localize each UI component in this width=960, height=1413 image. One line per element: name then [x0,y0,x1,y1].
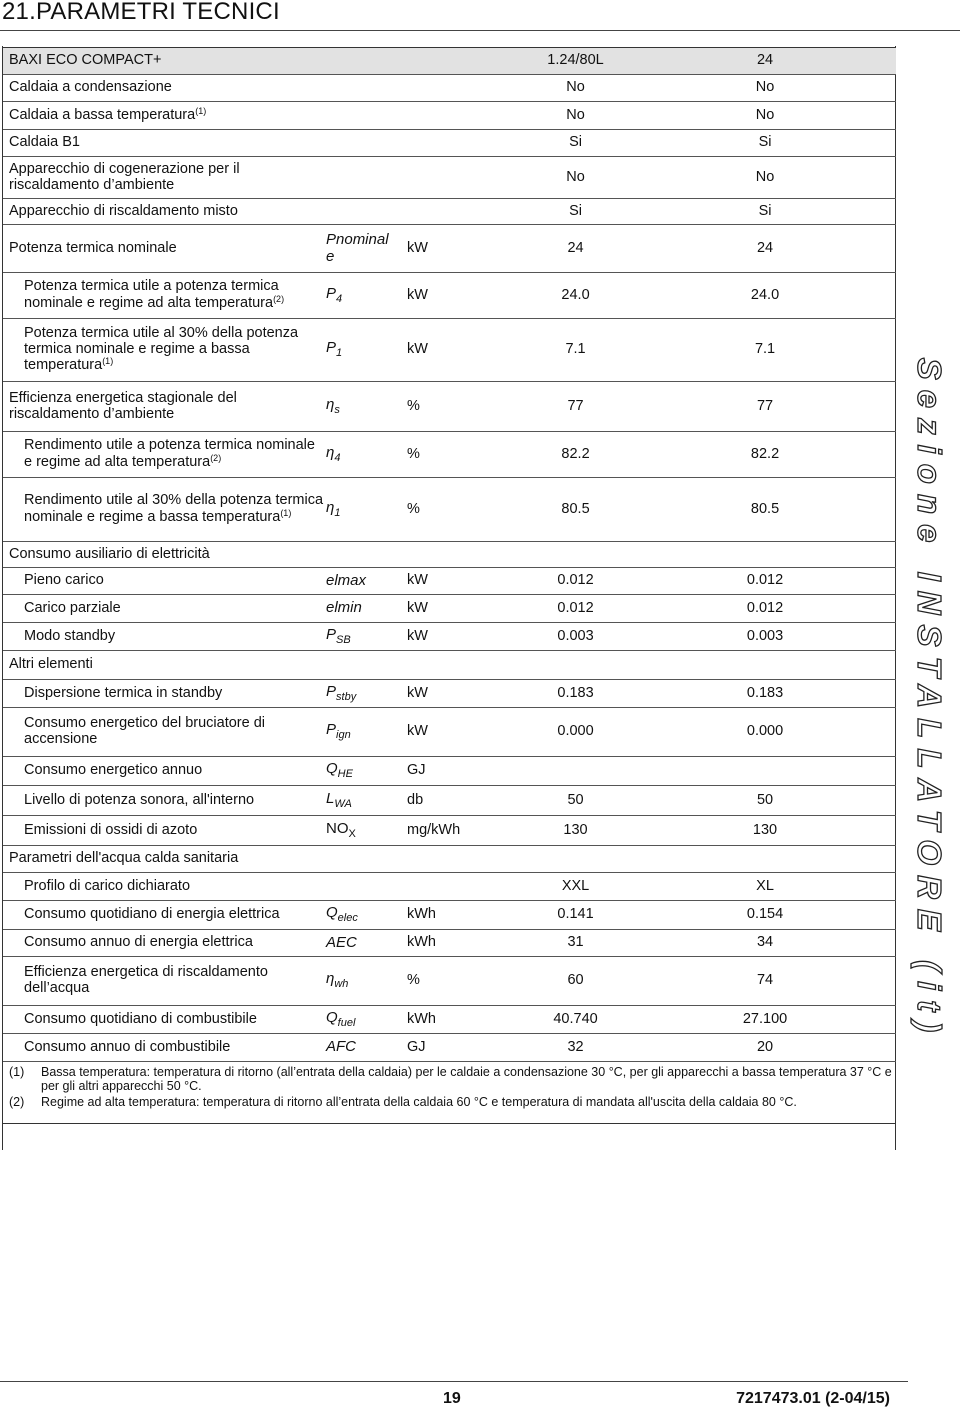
row-label: Caldaia B1 [3,130,517,157]
row-label: Caldaia a condensazione [3,75,517,102]
table-row [3,75,896,102]
row-unit: % [405,957,517,1006]
footnote [9,1096,896,1110]
row-value-1: 80.5 [517,478,634,542]
row-symbol: $P_{SB}$ [324,623,405,651]
row-symbol: $\eta_s$ [324,382,405,432]
row-value-2: 82.2 [634,432,896,478]
row-value-1: 0.012 [517,595,634,623]
table-section-row [3,846,896,873]
row-unit: db [405,786,517,816]
row-value-1: XXL [517,873,634,901]
row-value-2: 20 [634,1034,896,1062]
row-unit: kWh [405,1006,517,1034]
row-unit: GJ [405,1034,517,1062]
footnote [9,1066,896,1093]
row-label: Consumo energetico annuo [3,757,324,786]
row-unit: mg/kWh [405,816,517,846]
table-row [3,382,896,432]
footnote-number: (2) [9,1095,25,1109]
row-unit: kW [405,225,517,273]
table-row [3,873,896,901]
row-unit: % [405,432,517,478]
row-value-2: 34 [634,930,896,957]
row-unit: kWh [405,930,517,957]
footer-rule [0,1381,908,1382]
row-value-1: 24 [517,225,634,273]
row-value-1: 50 [517,786,634,816]
row-value-1 [517,757,634,786]
row-value-1: 40.740 [517,1006,634,1034]
table-row [3,957,896,1006]
row-symbol: $Q_{fuel}$ [324,1006,405,1034]
row-label: Carico parziale [3,595,324,623]
row-label: Modo standby [3,623,324,651]
row-symbol: elmin [324,595,405,623]
row-value-2: 24 [634,225,896,273]
row-symbol: $Q_{HE}$ [324,757,405,786]
row-value-1: 32 [517,1034,634,1062]
row-label: Dispersione termica in standby [3,680,324,708]
row-value-1: 31 [517,930,634,957]
footnote-number: (1) [9,1065,25,1079]
section-side-label [897,330,960,1070]
footnote-ref: (2) [273,294,285,304]
row-value-1: No [517,102,634,130]
table-row [3,319,896,382]
row-value-1: 0.012 [517,568,634,595]
table-row [3,816,896,846]
row-value-1: Si [517,199,634,225]
row-label: Efficienza energetica di riscaldamento dell’acqua [3,957,324,1006]
section-label: Consumo ausiliario di elettricità [3,542,896,568]
table-row [3,1034,896,1062]
row-unit: % [405,478,517,542]
row-value-2: 24.0 [634,273,896,319]
footnote-text: Bassa temperatura: temperatura di ritorno (all’entrata della caldaia) per le caldaie a condensazione 30 °C, per gli apparecchi a bassa temperatura 37 °C e per gli altri apparecchi 50 °C. [41,1065,892,1093]
table-row [3,130,896,157]
footnotes [3,1062,896,1124]
row-unit: kW [405,680,517,708]
row-label: Pieno carico [3,568,324,595]
row-value-2: No [634,75,896,102]
row-unit: kW [405,319,517,382]
table-section-row [3,651,896,680]
table-row [3,273,896,319]
row-value-1: 82.2 [517,432,634,478]
table-row [3,199,896,225]
row-label: Apparecchio di riscaldamento misto [3,199,517,225]
table-row [3,595,896,623]
row-label: Apparecchio di cogenerazione per il riscaldamento d’ambiente [3,157,517,199]
row-label: Consumo annuo di combustibile [3,1034,324,1062]
row-label: Consumo annuo di energia elettrica [3,930,324,957]
row-value-2: 27.100 [634,1006,896,1034]
row-unit: kWh [405,901,517,930]
footnote-ref: (1) [280,508,292,518]
row-label: Consumo quotidiano di combustibile [3,1006,324,1034]
row-label: Potenza termica utile a potenza termica nominale e regime ad alta temperatura$^{(2)}$ [3,273,324,319]
row-value-1: 77 [517,382,634,432]
row-value-1: 0.141 [517,901,634,930]
row-symbol: $L_{WA}$ [324,786,405,816]
row-value-1: 24.0 [517,273,634,319]
header-model: BAXI ECO COMPACT+ [3,48,517,75]
row-symbol: $\eta_1$ [324,478,405,542]
row-value-2: 7.1 [634,319,896,382]
row-value-2: 0.003 [634,623,896,651]
footnote-ref: (2) [210,453,222,463]
row-value-2: 0.012 [634,595,896,623]
row-label: Livello di potenza sonora, all'interno [3,786,324,816]
footnote-text: Regime ad alta temperatura: temperatura di ritorno all’entrata della caldaia 60 °C e temperatura di mandata all'uscita della caldaia 80 °C. [41,1095,797,1109]
row-value-2: No [634,102,896,130]
row-label: Potenza termica utile al 30% della potenza termica nominale e regime a bassa temperatura$^{(1)}$ [3,319,324,382]
row-value-2: 0.154 [634,901,896,930]
row-label: Efficienza energetica stagionale del riscaldamento d’ambiente [3,382,324,432]
parameters-table [3,47,896,1124]
table-row [3,901,896,930]
row-label: Caldaia a bassa temperatura$^{(1)}$ [3,102,517,130]
row-unit: GJ [405,757,517,786]
document-code: 7217473.01 (2-04/15) [736,1390,890,1407]
row-label: Emissioni di ossidi di azoto [3,816,324,846]
row-value-1: Si [517,130,634,157]
row-unit: % [405,382,517,432]
row-value-2: 130 [634,816,896,846]
table-row [3,708,896,757]
row-label: Profilo di carico dichiarato [3,873,517,901]
row-symbol: Pnominale [324,225,405,273]
page-number: 19 [443,1390,461,1407]
row-symbol: $P_{ign}$ [324,708,405,757]
row-symbol: $Q_{elec}$ [324,901,405,930]
table-row [3,1006,896,1034]
header-col-2: 24 [634,48,896,75]
row-value-1: 0.003 [517,623,634,651]
row-value-2: 0.183 [634,680,896,708]
table-row [3,568,896,595]
row-value-2: 50 [634,786,896,816]
footnotes-row [3,1062,896,1124]
row-symbol: $\eta_4$ [324,432,405,478]
row-value-2: No [634,157,896,199]
row-label: Consumo quotidiano di energia elettrica [3,901,324,930]
table-row [3,478,896,542]
row-value-2: Si [634,130,896,157]
row-value-2: 74 [634,957,896,1006]
table-row [3,786,896,816]
row-value-2: 77 [634,382,896,432]
table-row [3,680,896,708]
row-value-2: XL [634,873,896,901]
row-symbol: $P_4$ [324,273,405,319]
row-symbol: $P_1$ [324,319,405,382]
table-row [3,432,896,478]
table-row [3,757,896,786]
row-label: Potenza termica nominale [3,225,324,273]
row-value-2: 0.000 [634,708,896,757]
row-value-2: 80.5 [634,478,896,542]
row-unit: kW [405,595,517,623]
side-label-text: Sezione INSTALLATORE (it) [910,357,948,1043]
title-rule [0,30,960,31]
row-label: Rendimento utile al 30% della potenza termica nominale e regime a bassa temperatura$^{(1)}$ [3,478,324,542]
table-row [3,157,896,199]
row-label: Rendimento utile a potenza termica nominale e regime ad alta temperatura$^{(2)}$ [3,432,324,478]
row-value-1: 0.000 [517,708,634,757]
row-unit: kW [405,273,517,319]
section-label: Altri elementi [3,651,896,680]
row-value-2: Si [634,199,896,225]
row-symbol: $NO_X$ [324,816,405,846]
header-col-1: 1.24/80L [517,48,634,75]
row-label: Consumo energetico del bruciatore di accensione [3,708,324,757]
table-header-row [3,48,896,75]
row-symbol: $\eta_{wh}$ [324,957,405,1006]
row-unit: kW [405,568,517,595]
table-row [3,930,896,957]
row-value-2 [634,757,896,786]
row-value-1: 60 [517,957,634,1006]
footnote-ref: (1) [102,356,114,367]
section-label: Parametri dell'acqua calda sanitaria [3,846,896,873]
page-title: 21.PARAMETRI TECNICI [2,0,280,25]
table-row [3,225,896,273]
row-unit: kW [405,708,517,757]
row-symbol: $P_{stby}$ [324,680,405,708]
row-symbol: AEC [324,930,405,957]
row-value-1: 0.183 [517,680,634,708]
table-row [3,623,896,651]
row-value-2: 0.012 [634,568,896,595]
footnote-ref: (1) [195,106,207,117]
row-symbol: AFC [324,1034,405,1062]
row-value-1: 130 [517,816,634,846]
row-value-1: 7.1 [517,319,634,382]
table-section-row [3,542,896,568]
row-value-1: No [517,157,634,199]
row-value-1: No [517,75,634,102]
table-row [3,102,896,130]
row-unit: kW [405,623,517,651]
row-symbol: elmax [324,568,405,595]
